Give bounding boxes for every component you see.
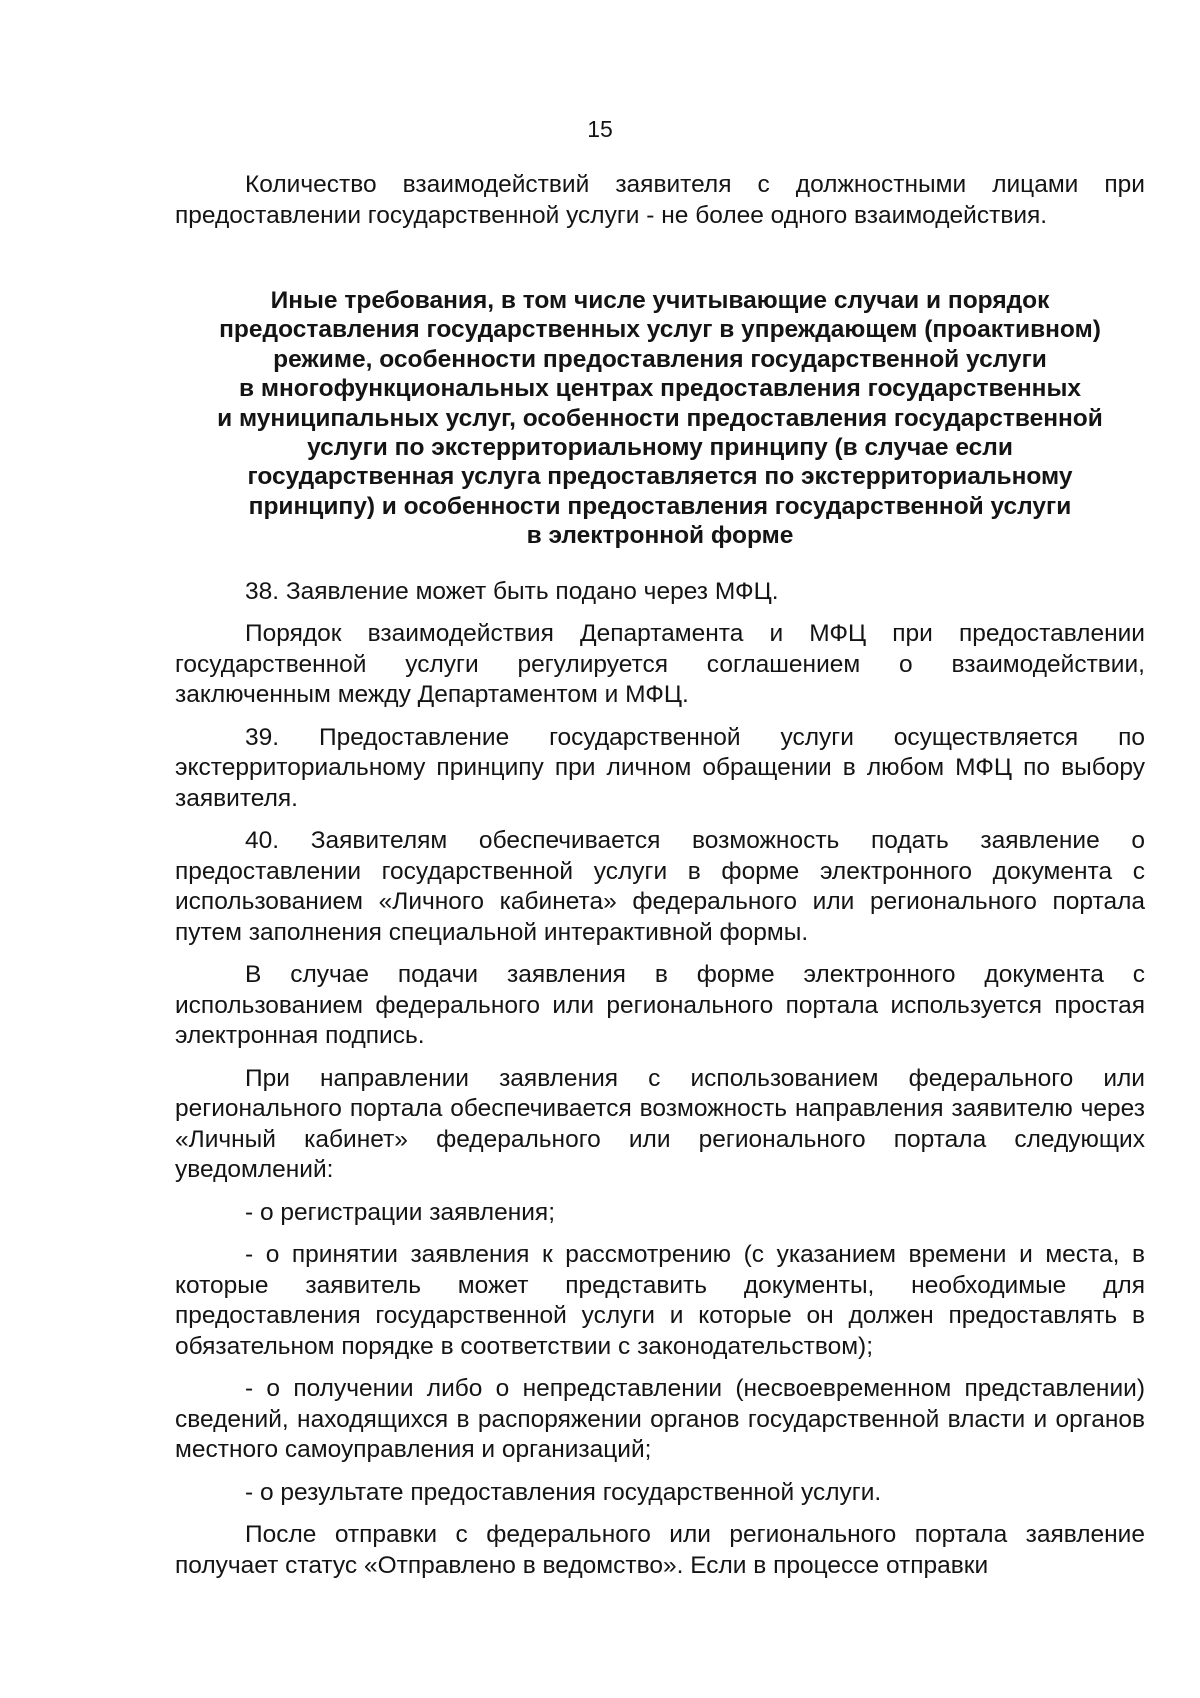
heading-line: в многофункциональных центрах предоставления государственных	[238, 375, 1082, 403]
paragraph-item-39: 39. Предоставление государственной услуги осуществляется по экстерриториальному принципу при личном обращении в любом МФЦ по выбору заявителя.	[175, 723, 1145, 812]
heading-line: принципу) и особенности предоставления государственной услуги	[248, 492, 1072, 520]
heading-line: услуги по экстерриториальному принципу (в случае если	[307, 434, 1013, 462]
heading-line: государственная услуга предоставляется по экстерриториальному	[247, 463, 1073, 491]
paragraph-notifications-intro: При направлении заявления с использованием федерального или регионального портала обеспечивается возможность направления заявителю через «Личный кабинет» федерального или регионального портала следующих уведомлений:	[175, 1064, 1145, 1184]
paragraph-status-sent: После отправки с федерального или регионального портала заявление получает статус «Отправлено в ведомство». Если в процессе отправки	[175, 1521, 1145, 1579]
paragraph-electronic-signature: В случае подачи заявления в форме электронного документа с использованием федерального или регионального портала используется простая электронная подпись.	[175, 961, 1145, 1050]
document-body	[175, 170, 1145, 1593]
notification-list-item: - о получении либо о непредставлении (несвоевременном представлении) сведений, находящихся в распоряжении органов государственной власти и органов местного самоуправления и организаций;	[175, 1375, 1145, 1464]
section-heading	[175, 286, 1145, 551]
paragraph-item-38: 38. Заявление может быть подано через МФЦ.	[245, 577, 779, 605]
notification-list-item: - о принятии заявления к рассмотрению (с указанием времени и места, в которые заявитель может представить документы, необходимые для предоставления государственной услуги и которые он должен предоставлять в обязательном порядке в соответствии с законодательством);	[175, 1241, 1145, 1360]
heading-line: и муниципальных услуг, особенности предоставления государственной	[217, 404, 1103, 432]
heading-line: режиме, особенности предоставления государственной услуги	[273, 345, 1047, 373]
heading-line: в электронной форме	[526, 522, 794, 550]
paragraph-mfc-agreement: Порядок взаимодействия Департамента и МФЦ при предоставлении государственной услуги регулируется соглашением о взаимодействии, заключенным между Департаментом и МФЦ.	[175, 620, 1145, 709]
notification-list-item: - о результате предоставления государственной услуги.	[245, 1478, 882, 1506]
heading-line: Иные требования, в том числе учитывающие случаи и порядок	[270, 287, 1050, 314]
notification-list-item: - о регистрации заявления;	[245, 1198, 555, 1226]
intro-paragraph: Количество взаимодействий заявителя с должностными лицами при предоставлении государственной услуги - не более одного взаимодействия.	[175, 171, 1145, 229]
paragraph-item-40: 40. Заявителям обеспечивается возможность подать заявление о предоставлении государственной услуги в форме электронного документа с использованием «Личного кабинета» федерального или регионального портала путем заполнения специальной интерактивной формы.	[175, 827, 1145, 946]
page-number: 15	[587, 116, 613, 142]
heading-line: предоставления государственных услуг в упреждающем (проактивном)	[219, 316, 1101, 344]
